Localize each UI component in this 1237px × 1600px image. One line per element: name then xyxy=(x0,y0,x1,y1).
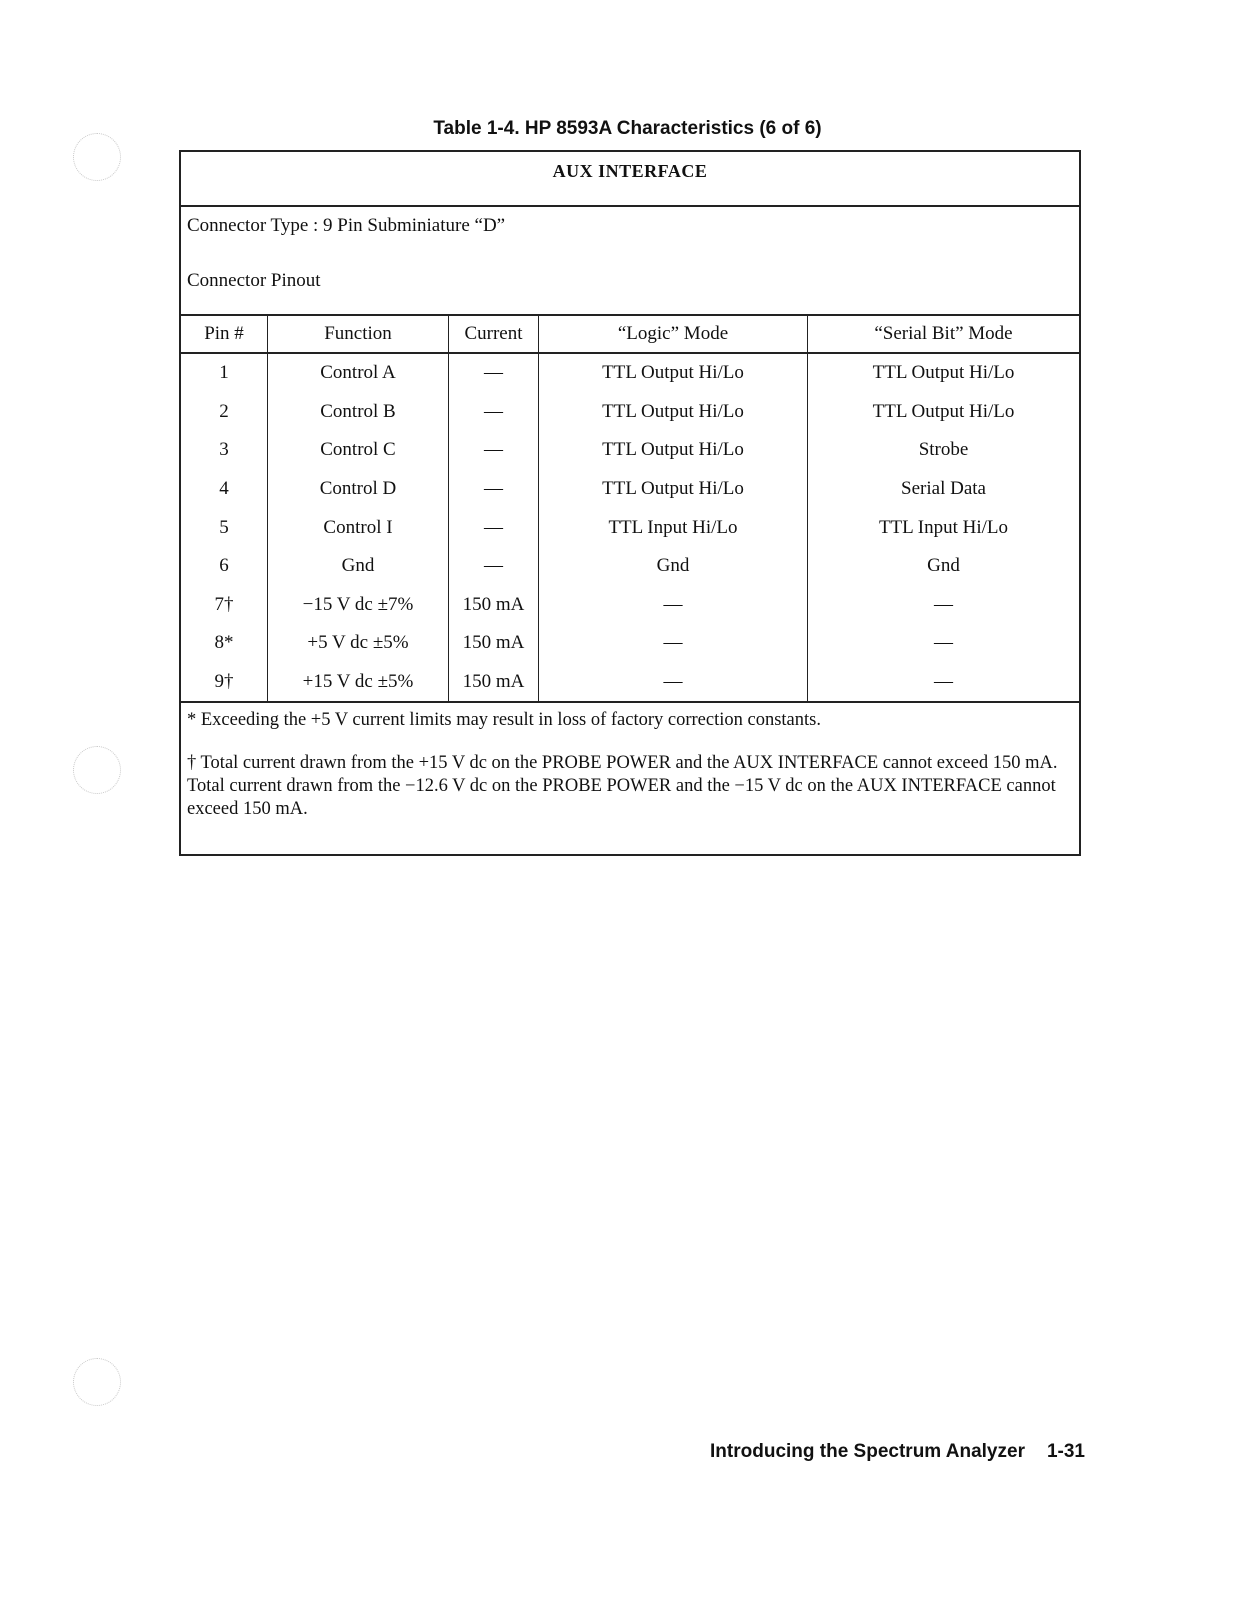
cell-logic-mode: — xyxy=(539,586,808,625)
table-notes xyxy=(181,701,1079,821)
binder-hole-bottom xyxy=(73,1358,121,1406)
cell-current: — xyxy=(449,353,539,393)
cell-current: 150 mA xyxy=(449,586,539,625)
cell-logic-mode: TTL Output Hi/Lo xyxy=(539,353,808,393)
binder-hole-top xyxy=(73,133,121,181)
table-caption: Table 1-4. HP 8593A Characteristics (6 of 6) xyxy=(433,118,822,139)
header-function: Function xyxy=(268,316,449,353)
pinout-table xyxy=(181,316,1079,701)
table-row xyxy=(181,470,1079,509)
connector-pinout-label: Connector Pinout xyxy=(187,270,321,291)
cell-function: +15 V dc ±5% xyxy=(268,663,449,702)
cell-logic-mode: TTL Output Hi/Lo xyxy=(539,393,808,432)
cell-pin: 5 xyxy=(219,516,229,538)
cell-serial-bit-mode: — xyxy=(808,663,1080,702)
page-footer xyxy=(710,1441,1085,1463)
cell-logic-mode: — xyxy=(539,663,808,702)
cell-logic-mode: Gnd xyxy=(539,547,808,586)
connector-info xyxy=(181,207,1079,316)
cell-serial-bit-mode: TTL Output Hi/Lo xyxy=(808,353,1080,393)
cell-function: Gnd xyxy=(268,547,449,586)
binder-hole-middle xyxy=(73,746,121,794)
cell-logic-mode: TTL Output Hi/Lo xyxy=(539,431,808,470)
cell-logic-mode: TTL Output Hi/Lo xyxy=(539,470,808,509)
connector-type: Connector Type : 9 Pin Subminiature “D” xyxy=(187,215,506,236)
table-row xyxy=(181,663,1079,702)
cell-function: +5 V dc ±5% xyxy=(268,624,449,663)
cell-pin: 1 xyxy=(219,362,229,384)
cell-serial-bit-mode: TTL Input Hi/Lo xyxy=(808,508,1080,547)
cell-function: Control D xyxy=(268,470,449,509)
table-row xyxy=(181,393,1079,432)
table-row xyxy=(181,624,1079,663)
header-logic-mode: “Logic” Mode xyxy=(539,316,808,353)
cell-pin: 8* xyxy=(214,632,234,654)
cell-serial-bit-mode: — xyxy=(808,586,1080,625)
section-title: AUX INTERFACE xyxy=(181,152,1079,207)
table-header-row xyxy=(181,316,1079,353)
footer-title: Introducing the Spectrum Analyzer xyxy=(710,1441,1025,1462)
cell-current: — xyxy=(449,508,539,547)
header-pin: Pin # xyxy=(181,316,268,353)
cell-logic-mode: — xyxy=(539,624,808,663)
cell-function: Control I xyxy=(268,508,449,547)
aux-interface-table xyxy=(179,150,1081,856)
table-row xyxy=(181,353,1079,393)
cell-pin: 7† xyxy=(214,593,234,615)
table-row xyxy=(181,508,1079,547)
cell-current: 150 mA xyxy=(449,663,539,702)
cell-pin: 3 xyxy=(219,439,229,461)
cell-serial-bit-mode: TTL Output Hi/Lo xyxy=(808,393,1080,432)
table-row xyxy=(181,586,1079,625)
cell-current: — xyxy=(449,431,539,470)
cell-serial-bit-mode: — xyxy=(808,624,1080,663)
cell-pin: 4 xyxy=(219,478,229,500)
cell-pin: 2 xyxy=(219,400,229,422)
cell-function: Control A xyxy=(268,353,449,393)
cell-function: Control B xyxy=(268,393,449,432)
table-row xyxy=(181,547,1079,586)
footnote-dagger: † Total current drawn from the +15 V dc on the PROBE POWER and the AUX INTERFACE cannot exceed 150 mA. Total current drawn from the −12.6 V dc on the PROBE POWER and the −15 V dc on the AUX INTERFACE cannot exceed 150 mA. xyxy=(187,753,1058,820)
cell-pin: 9† xyxy=(214,671,234,693)
page-number: 1-31 xyxy=(1046,1441,1085,1462)
cell-current: 150 mA xyxy=(449,624,539,663)
cell-logic-mode: TTL Input Hi/Lo xyxy=(539,508,808,547)
cell-serial-bit-mode: Strobe xyxy=(808,431,1080,470)
cell-current: — xyxy=(449,470,539,509)
cell-function: Control C xyxy=(268,431,449,470)
cell-function: −15 V dc ±7% xyxy=(268,586,449,625)
header-current: Current xyxy=(449,316,539,353)
header-serial-bit-mode: “Serial Bit” Mode xyxy=(808,316,1080,353)
cell-current: — xyxy=(449,393,539,432)
cell-serial-bit-mode: Gnd xyxy=(808,547,1080,586)
cell-serial-bit-mode: Serial Data xyxy=(808,470,1080,509)
footnote-asterisk: * Exceeding the +5 V current limits may result in loss of factory correction constants. xyxy=(187,710,821,731)
cell-pin: 6 xyxy=(219,555,229,577)
table-row xyxy=(181,431,1079,470)
cell-current: — xyxy=(449,547,539,586)
